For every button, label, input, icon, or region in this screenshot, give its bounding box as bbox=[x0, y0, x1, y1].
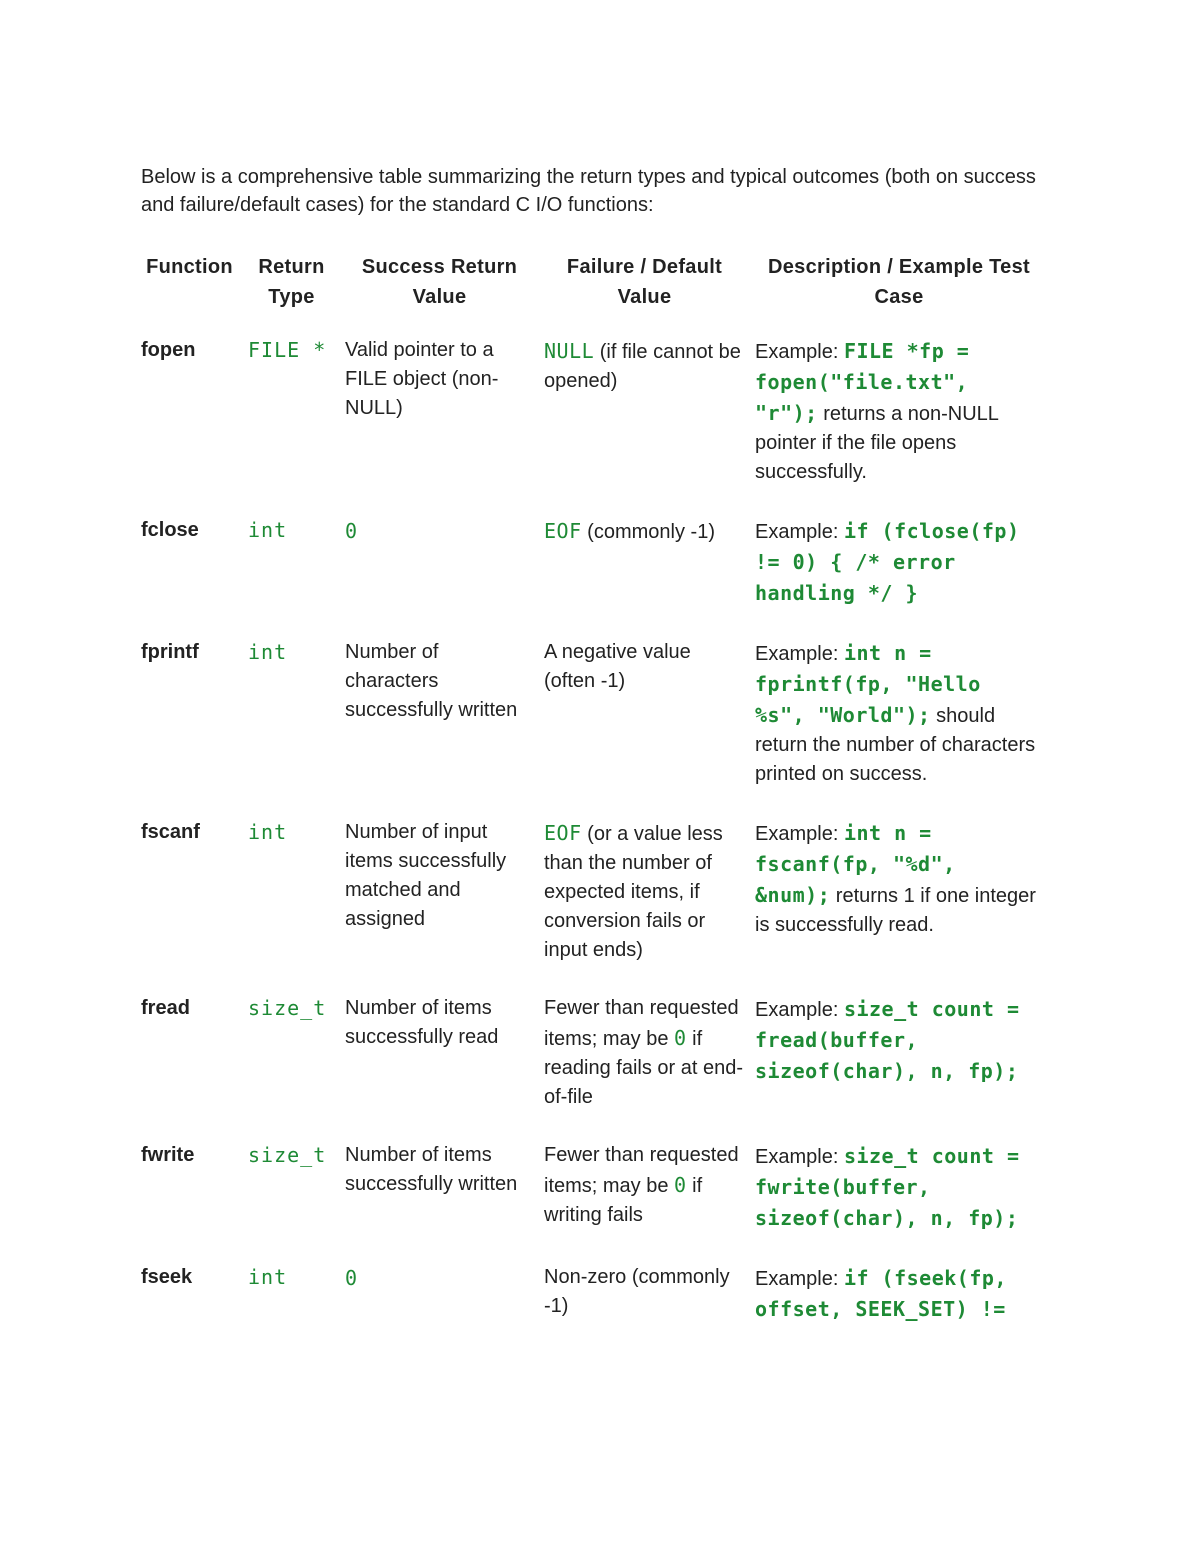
example-code: int n = fscanf(fp, "%d", &num); bbox=[755, 821, 956, 907]
failure-text-end: if reading fails or at end-of-file bbox=[544, 1028, 744, 1108]
function-name: fscanf bbox=[141, 821, 200, 843]
failure-code: 0 bbox=[674, 1173, 687, 1197]
header-description: Description / Example Test Case bbox=[768, 256, 1030, 308]
table-row bbox=[141, 336, 1053, 516]
failure-value: A negative value (often -1) bbox=[544, 641, 691, 692]
success-value: Number of input items successfully matched and assigned bbox=[345, 821, 507, 930]
example-prefix: Example: bbox=[755, 1268, 844, 1290]
function-name: fclose bbox=[141, 519, 199, 541]
success-value bbox=[345, 516, 544, 638]
header-success: Success Return Value bbox=[361, 256, 518, 308]
example-prefix: Example: bbox=[755, 521, 844, 543]
function-name: fwrite bbox=[141, 1144, 195, 1166]
return-type: int bbox=[248, 518, 288, 542]
table-row bbox=[141, 994, 1053, 1141]
success-value bbox=[345, 1263, 544, 1354]
return-type: int bbox=[248, 820, 288, 844]
example-code: int n = fprintf(fp, "Hello %s", "World"); bbox=[755, 641, 981, 727]
table-row bbox=[141, 516, 1053, 638]
header-return-type: Return Type bbox=[258, 256, 325, 308]
example-code: size_t count = fread(buffer, sizeof(char), n, fp); bbox=[755, 997, 1020, 1083]
failure-value bbox=[544, 994, 755, 1141]
failure-text: Fewer than requested items; may be bbox=[544, 1144, 739, 1197]
table-header-row bbox=[141, 252, 1053, 336]
example-prefix: Example: bbox=[755, 823, 844, 845]
function-name: fread bbox=[141, 997, 190, 1019]
failure-value bbox=[544, 336, 755, 516]
example-suffix: returns a non-NULL pointer if the file opens successfully. bbox=[755, 403, 999, 483]
failure-code: NULL bbox=[544, 339, 595, 363]
description bbox=[755, 638, 1053, 818]
table-row bbox=[141, 638, 1053, 818]
success-value: Number of items successfully written bbox=[345, 1144, 518, 1195]
failure-text: (or a value less than the number of expected items, if conversion fails or input ends) bbox=[544, 823, 723, 961]
description bbox=[755, 818, 1053, 994]
description bbox=[755, 994, 1053, 1141]
success-code: 0 bbox=[345, 519, 358, 543]
failure-value: Non-zero (commonly -1) bbox=[544, 1266, 730, 1317]
return-type: size_t bbox=[248, 1143, 327, 1167]
example-prefix: Example: bbox=[755, 643, 844, 665]
example-code: if (fseek(fp, offset, SEEK_SET) != bbox=[755, 1266, 1007, 1321]
function-name: fopen bbox=[141, 339, 196, 361]
return-type: size_t bbox=[248, 996, 327, 1020]
failure-text: (commonly -1) bbox=[581, 521, 715, 543]
example-prefix: Example: bbox=[755, 999, 844, 1021]
description bbox=[755, 1141, 1053, 1263]
description bbox=[755, 336, 1053, 516]
header-function: Function bbox=[146, 256, 233, 278]
description bbox=[755, 1263, 1053, 1354]
example-suffix: should return the number of characters printed on success. bbox=[755, 705, 1036, 785]
success-value: Valid pointer to a FILE object (non-NULL) bbox=[345, 339, 499, 419]
example-code: if (fclose(fp) != 0) { /* error handling */ } bbox=[755, 519, 1020, 605]
function-name: fprintf bbox=[141, 641, 199, 663]
return-type: int bbox=[248, 1265, 288, 1289]
example-prefix: Example: bbox=[755, 341, 844, 363]
failure-code: EOF bbox=[544, 519, 582, 543]
success-value: Number of characters successfully written bbox=[345, 641, 518, 721]
failure-code: 0 bbox=[674, 1026, 687, 1050]
intro-paragraph: Below is a comprehensive table summarizing the return types and typical outcomes (both on success and failure/default cases) for the standard C I/O functions: bbox=[141, 166, 1036, 216]
failure-code: EOF bbox=[544, 821, 582, 845]
example-code: FILE *fp = fopen("file.txt", "r"); bbox=[755, 339, 970, 425]
header-failure: Failure / Default Value bbox=[566, 256, 723, 308]
failure-text: Fewer than requested items; may be bbox=[544, 997, 739, 1050]
table-row bbox=[141, 818, 1053, 994]
failure-value bbox=[544, 516, 755, 638]
io-functions-table bbox=[141, 252, 1053, 1354]
example-suffix: returns 1 if one integer is successfully read. bbox=[755, 885, 1036, 936]
table-row bbox=[141, 1141, 1053, 1263]
failure-value bbox=[544, 818, 755, 994]
return-type: int bbox=[248, 640, 288, 664]
function-name: fseek bbox=[141, 1266, 193, 1288]
table-row bbox=[141, 1263, 1053, 1354]
failure-value bbox=[544, 1141, 755, 1263]
failure-text: (if file cannot be opened) bbox=[544, 341, 741, 392]
success-value: Number of items successfully read bbox=[345, 997, 499, 1048]
example-code: size_t count = fwrite(buffer, sizeof(char), n, fp); bbox=[755, 1144, 1020, 1230]
return-type: FILE * bbox=[248, 338, 327, 362]
success-code: 0 bbox=[345, 1266, 358, 1290]
example-prefix: Example: bbox=[755, 1146, 844, 1168]
description bbox=[755, 516, 1053, 638]
failure-text-end: if writing fails bbox=[544, 1175, 703, 1226]
